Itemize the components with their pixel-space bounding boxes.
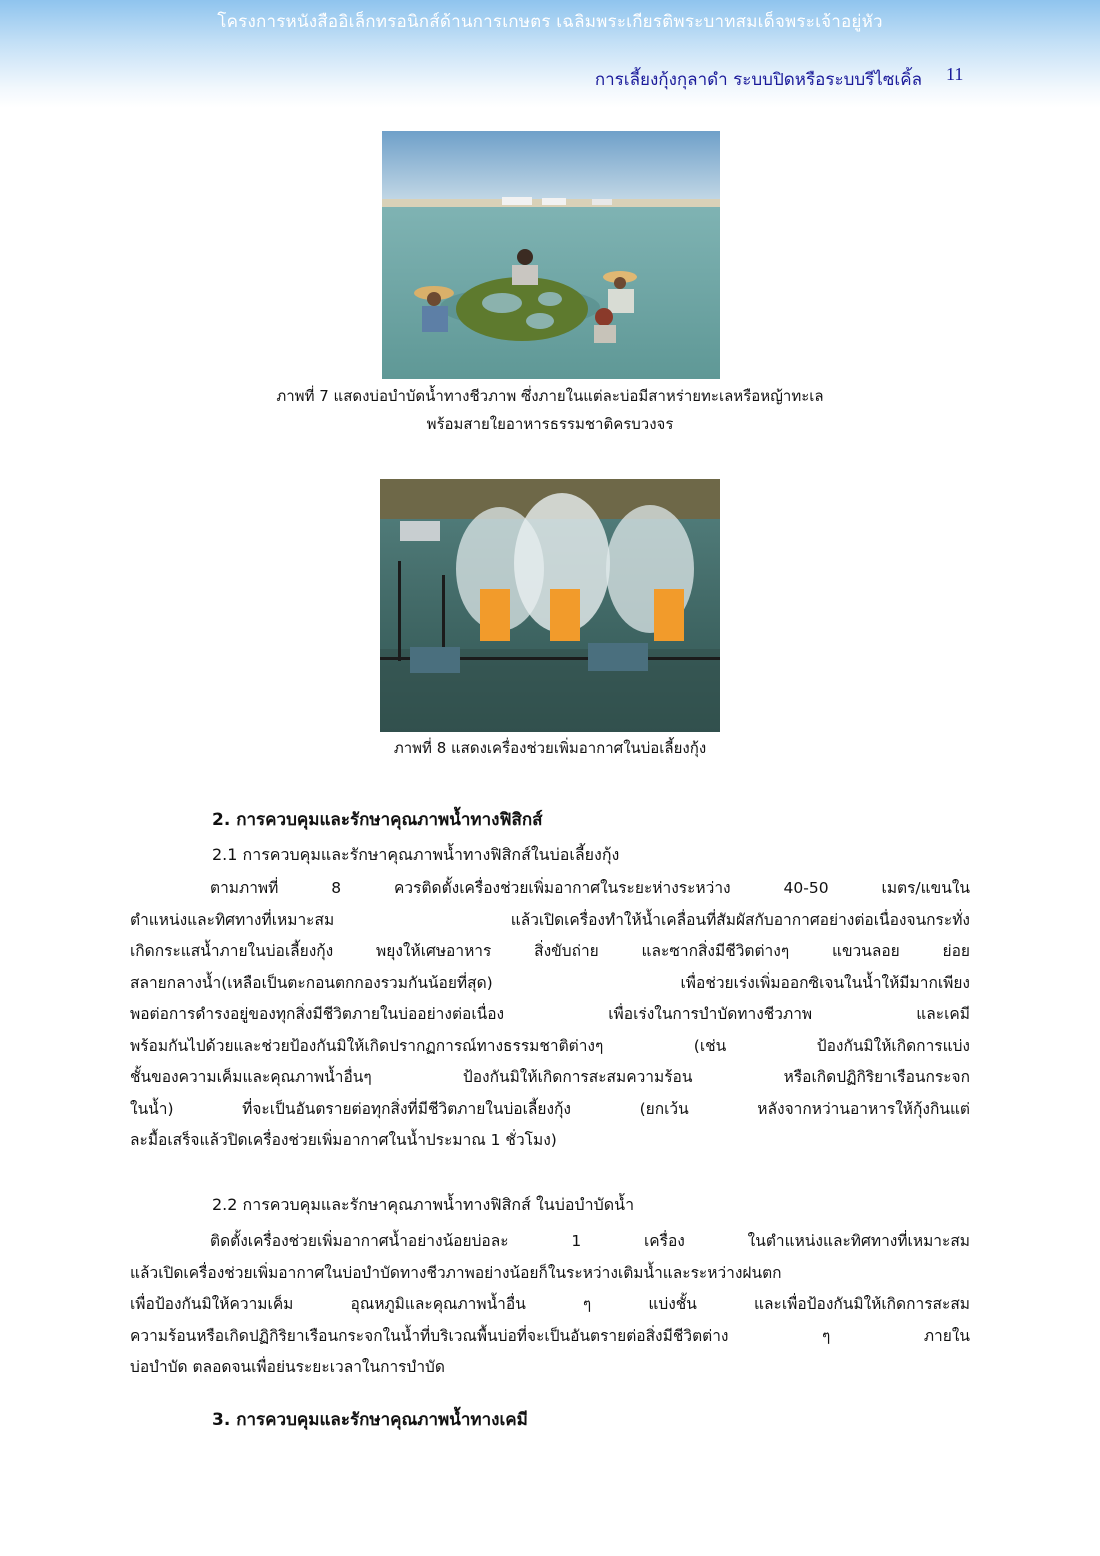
paragraph-line: สลายกลางน้ำ(เหลือเป็นตะกอนตกกองรวมกันน้อยที่สุด) เพื่อช่วยเร่งเพิ่มออกซิเจนในน้ำให้มีมากเพียง <box>130 973 970 992</box>
figure-8-photo <box>380 479 720 732</box>
paragraph-line: ในน้ำ) ที่จะเป็นอันตรายต่อทุกสิ่งที่มีชีวิตภายในบ่อเลี้ยงกุ้ง (ยกเว้น หลังจากหว่านอาหารให้กุ้งกินแต่ <box>130 1099 970 1118</box>
paragraph-line: พอต่อการดำรงอยู่ของทุกสิ่งมีชีวิตภายในบ่ออย่างต่อเนื่อง เพื่อเร่งในการบำบัดทางชีวภาพ และเคมี <box>130 1005 970 1023</box>
section-2-2-heading: 2.2 การควบคุมและรักษาคุณภาพน้ำทางฟิสิกส์ ในบ่อบำบัดน้ำ <box>212 1195 635 1214</box>
paragraph-line: เพื่อป้องกันมิให้ความเค็ม อุณหภูมิและคุณภาพน้ำอื่น ๆ แบ่งชั้น และเพื่อป้องกันมิให้เกิดการสะสม <box>130 1295 970 1313</box>
figure-7-caption-line1: ภาพที่ 7 แสดงบ่อบำบัดน้ำทางชีวภาพ ซึ่งภายในแต่ละบ่อมีสาหร่ายทะเลหรือหญ้าทะเล <box>276 387 824 405</box>
section-2-1-paragraph <box>130 873 970 1157</box>
header-title: โครงการหนังสืออิเล็กทรอนิกส์ด้านการเกษตร เฉลิมพระเกียรติพระบาทสมเด็จพระเจ้าอยู่หัว <box>217 12 883 32</box>
paragraph-line: ความร้อนหรือเกิดปฏิกิริยาเรือนกระจกในน้ำที่บริเวณพื้นบ่อที่จะเป็นอันตรายต่อสิ่งมีชีวิตต่าง ๆ ภายใน <box>130 1326 970 1345</box>
figure-7-caption-line2: พร้อมสายใยอาหารธรรมชาติครบวงจร <box>426 415 674 433</box>
paragraph-line: บ่อบำบัด ตลอดจนเพื่อย่นระยะเวลาในการบำบัด <box>130 1358 445 1376</box>
header-subtitle: การเลี้ยงกุ้งกุลาดำ ระบบปิดหรือระบบรีไซเคิ้ล <box>594 70 922 90</box>
paragraph-line: ชั้นของความเค็มและคุณภาพน้ำอื่นๆ ป้องกันมิให้เกิดการสะสมความร้อน หรือเกิดปฏิกิริยาเรือนกระจก <box>130 1068 970 1086</box>
section-2-2-paragraph <box>130 1226 970 1384</box>
section-2-1-heading: 2.1 การควบคุมและรักษาคุณภาพน้ำทางฟิสิกส์ในบ่อเลี้ยงกุ้ง <box>212 845 620 864</box>
figure-7-photo <box>382 131 720 379</box>
section-2-heading: 2. การควบคุมและรักษาคุณภาพน้ำทางฟิสิกส์ <box>212 810 543 830</box>
paragraph-line: ตามภาพที่ 8 ควรติดตั้งเครื่องช่วยเพิ่มอากาศในระยะห่างระหว่าง 40-50 เมตร/แขนใน <box>210 879 970 897</box>
figure-7-caption <box>130 382 970 438</box>
paragraph-line: แล้วเปิดเครื่องช่วยเพิ่มอากาศในบ่อบำบัดทางชีวภาพอย่างน้อยก็ในระหว่างเติมน้ำและระหว่างฝนตก <box>130 1263 782 1282</box>
figure-8-caption <box>130 734 970 762</box>
paragraph-line: ตำแหน่งและทิศทางที่เหมาะสม แล้วเปิดเครื่องทำให้น้ำเคลื่อนที่สัมผัสกับอากาศอย่างต่อเนื่องจนกระทั่ง <box>130 910 970 929</box>
paragraph-line: ละมื้อเสร็จแล้วปิดเครื่องช่วยเพิ่มอากาศในน้ำประมาณ 1 ชั่วโมง) <box>130 1131 557 1149</box>
figure-8-caption-line1: ภาพที่ 8 แสดงเครื่องช่วยเพิ่มอากาศในบ่อเลี้ยงกุ้ง <box>393 739 707 757</box>
paragraph-line: ติดตั้งเครื่องช่วยเพิ่มอากาศน้ำอย่างน้อยบ่อละ 1 เครื่อง ในตำแหน่งและทิศทางที่เหมาะสม <box>210 1232 970 1250</box>
section-3-heading: 3. การควบคุมและรักษาคุณภาพน้ำทางเคมี <box>212 1410 528 1430</box>
paragraph-line: เกิดกระแสน้ำภายในบ่อเลี้ยงกุ้ง พยุงให้เศษอาหาร สิ่งขับถ่าย และซากสิ่งมีชีวิตต่างๆ แขวนลอย ย่อย <box>130 942 970 960</box>
paragraph-line: พร้อมกันไปด้วยและช่วยป้องกันมิให้เกิดปรากฏการณ์ทางธรรมชาติต่างๆ (เช่น ป้องกันมิให้เกิดการแบ่ง <box>130 1036 970 1055</box>
page-number: 11 <box>946 64 964 84</box>
